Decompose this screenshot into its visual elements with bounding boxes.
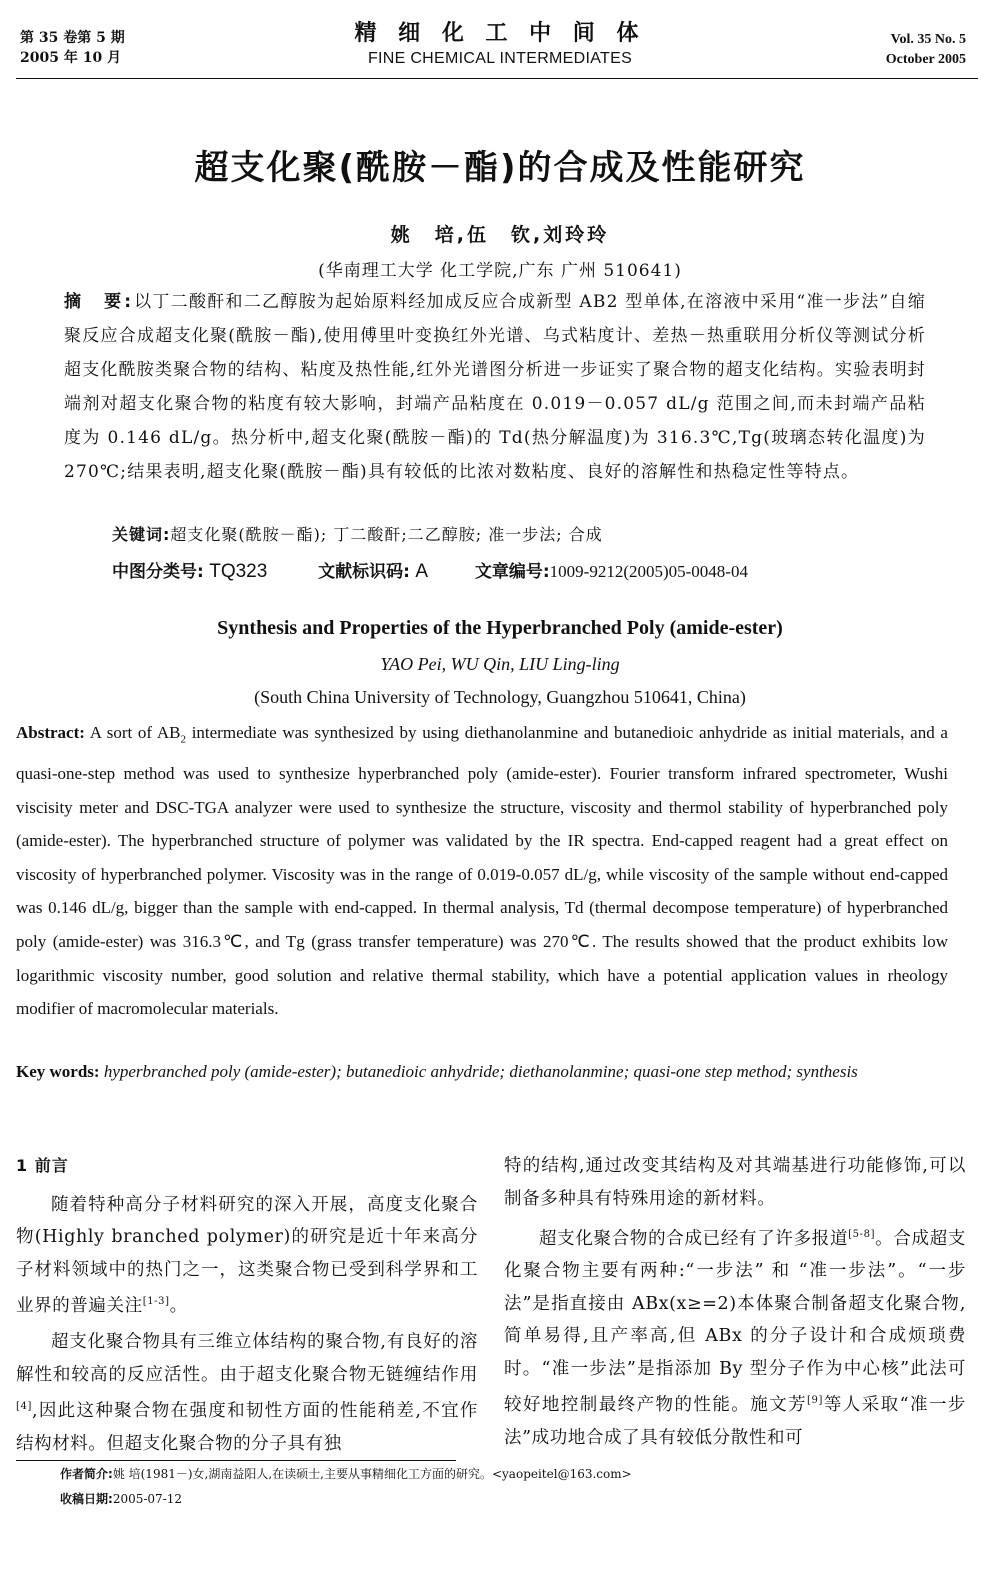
classification-line xyxy=(112,557,748,583)
header-divider xyxy=(16,78,978,79)
received-date-label: 收稿日期: xyxy=(60,1492,113,1506)
keywords-en xyxy=(16,1055,948,1089)
journal-name-en: FINE CHEMICAL INTERMEDIATES xyxy=(367,50,633,67)
doc-code-value: A xyxy=(415,561,429,582)
paragraph xyxy=(16,1189,478,1323)
issue-info-en xyxy=(886,30,966,70)
citation-ref: [5-8] xyxy=(848,1229,876,1240)
paragraph-text: 随着特种高分子材料研究的深入开展，高度支化聚合物(Highly branched polymer)的研究是近十年来高分子材料领域中的热门之一，这类聚合物已受到科学界和工业界的普遍关注 xyxy=(16,1194,478,1316)
footnote-divider xyxy=(16,1460,456,1461)
journal-name-cn: 精 细 化 工 中 间 体 xyxy=(354,21,646,46)
paper-title-cn: 超支化聚(酰胺－酯)的合成及性能研究 xyxy=(194,148,806,188)
citation-ref: [9] xyxy=(807,1395,824,1407)
paper-title-en: Synthesis and Properties of the Hyperbranched Poly (amide-ester) xyxy=(217,617,783,639)
clc-value: TQ323 xyxy=(209,561,268,582)
abstract-en-label: Abstract: xyxy=(16,723,85,742)
body-column-right xyxy=(504,1150,966,1454)
abstract-cn-text: 以丁二酸酐和二乙醇胺为起始原料经加成反应合成新型 AB2 型单体,在溶液中采用“准一步法”自缩聚反应合成超支化聚(酰胺－酯),使用傅里叶变换红外光谱、乌式粘度计、差热－热重联用分析仪等测试分析超支化酰胺类聚合物的结构、粘度及热性能,红外光谱图分析进一步证实了聚合物的超支化结构。实验表明封端剂对超支化聚合物的粘度有较大影响，封端产品粘度在 0.019－0.057 dL/g 范围之间,而未封端产品粘度为 0.146 dL/g。热分析中,超支化聚(酰胺－酯)的 Td(热分解温度)为 316.3℃,Tg(玻璃态转化温度)为 270℃;结果表明,超支化聚(酰胺－酯)具有较低的比浓对数粘度、良好的溶解性和热稳定性等特点。 xyxy=(64,292,927,482)
paragraph-text: 超支化聚合物的合成已经有了许多报道 xyxy=(539,1228,849,1249)
volume-en: Vol. 35 No. 5 xyxy=(890,32,966,47)
abstract-en-text-start: A sort of AB xyxy=(84,723,181,742)
keywords-en-label: Key words: xyxy=(16,1062,100,1081)
body-column-left xyxy=(16,1150,478,1460)
citation-ref: [1-3] xyxy=(142,1296,170,1307)
paragraph xyxy=(16,1326,478,1460)
paragraph-text: 。 xyxy=(169,1295,188,1316)
paragraph xyxy=(504,1219,966,1454)
issue-date-cn: 2005 年 10 月 xyxy=(20,50,122,66)
paragraph-text: 等人采取“准一步法”成功地合成了具有较低分散性和可 xyxy=(504,1395,966,1448)
keywords-en-text: hyperbranched poly (amide-ester); butanedioic anhydride; diethanolanmine; quasi-one step method; synthesis xyxy=(99,1062,858,1081)
keywords-cn-text: 超支化聚(酰胺－酯); 丁二酸酐;二乙醇胺; 准一步法; 合成 xyxy=(170,525,603,544)
author-bio-text: 姚 培(1981－)女,湖南益阳人,在读硕士,主要从事精细化工方面的研究。<yaopeitel@163.com> xyxy=(112,1467,632,1481)
author-bio-label: 作者简介: xyxy=(60,1467,113,1481)
doc-code-label: 文献标识码: xyxy=(318,562,410,582)
issue-date-en: October 2005 xyxy=(885,52,966,67)
issue-number-cn: 第 35 卷第 5 期 xyxy=(20,30,125,46)
clc-label: 中图分类号: xyxy=(112,562,204,582)
citation-ref: [4] xyxy=(16,1401,32,1413)
authors-en: YAO Pei, WU Qin, LIU Ling-ling xyxy=(380,654,620,674)
received-date-text: 2005-07-12 xyxy=(112,1492,182,1506)
abstract-en xyxy=(16,716,948,1026)
paragraph-text: 特的结构,通过改变其结构及对其端基进行功能修饰,可以制备多种具有特殊用途的新材料。 xyxy=(504,1156,966,1209)
author-bio-footnote xyxy=(60,1465,960,1483)
journal-masthead xyxy=(0,20,1000,70)
article-number-label: 文章编号: xyxy=(474,562,550,582)
abstract-en-subscript: 2 xyxy=(180,733,186,746)
paragraph xyxy=(504,1150,966,1215)
keywords-cn xyxy=(112,522,603,545)
paragraph-text: 超支化聚合物具有三维立体结构的聚合物,有良好的溶解性和较高的反应活性。由于超支化聚合物无链缠结作用 xyxy=(16,1332,478,1385)
abstract-cn xyxy=(64,285,926,489)
received-date-footnote xyxy=(60,1490,960,1508)
section-heading: 1 前言 xyxy=(16,1156,69,1175)
article-number-value: 1009-9212(2005)05-0048-04 xyxy=(549,562,748,581)
abstract-en-text: intermediate was synthesized by using diethanolanmine and butanedioic anhydride as initial materials, and a quasi-one-step method was used to synthesize hyperbranched poly (amide-ester). Fourier transform infrared spectrometer, Wushi viscisity meter and DSC-TGA analyzer were used to synthesize the structure, viscosity and thermol stability of hyperbranched poly (amide-ester). The hyperbranched structure of polymer was validated by the IR spectra. End-capped reagent had a great effect on viscosity of hyperbranched polymer. Viscosity was in the range of 0.019-0.057 dL/g, while viscosity of the sample without end-capped was 0.146 dL/g, bigger than the sample with end-capped. In thermal analysis, Td (thermal decompose temperature) of hyperbranched poly (amide-ester) was 316.3℃, and Tg (grass transfer temperature) was 270℃. The results showed that the product exhibits low logarithmic viscosity number, good solution and relative thermal stability, which have a potential application values in rheology modifier of macromolecular materials. xyxy=(16,723,948,1019)
keywords-cn-label: 关键词: xyxy=(112,525,171,544)
abstract-cn-label: 摘 要: xyxy=(64,292,135,312)
affiliation-cn: (华南理工大学 化工学院,广东 广州 510641) xyxy=(318,261,682,281)
paragraph-text: 。合成超支化聚合物主要有两种:“一步法” 和 “准一步法”。“一步法”是指直接由 ABx(x≥=2)本体聚合制备超支化聚合物,简单易得,且产率高,但 ABx 的分子设计和合成烦琐费时。“准一步法”是指添加 By 型分子作为中心核”此法可较好地控制最终产物的性能。施文芳 xyxy=(504,1228,967,1416)
paragraph-text: ,因此这种聚合物在强度和韧性方面的性能稍差,不宜作结构材料。但超支化聚合物的分子具有独 xyxy=(16,1401,478,1454)
authors-cn: 姚 培,伍 钦,刘玲玲 xyxy=(390,224,610,246)
affiliation-en: (South China University of Technology, Guangzhou 510641, China) xyxy=(254,687,746,707)
